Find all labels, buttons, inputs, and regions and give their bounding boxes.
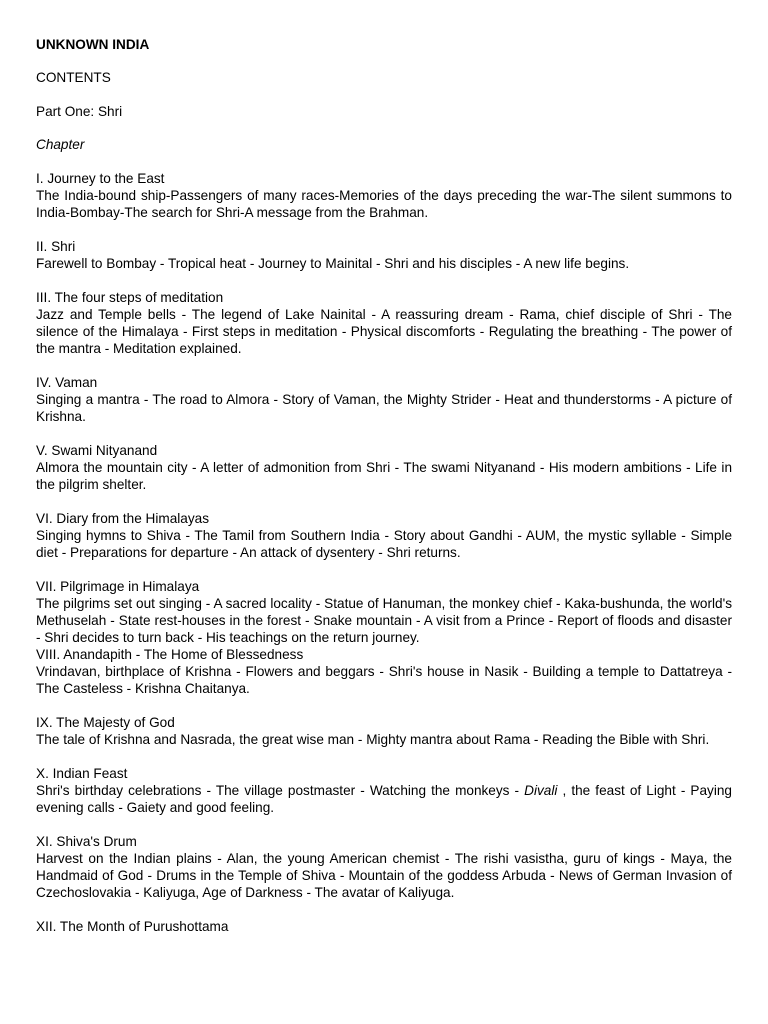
chapter-description — [36, 782, 732, 816]
chapter-description: Farewell to Bombay - Tropical heat - Journey to Mainital - Shri and his disciples - A new life begins. — [36, 256, 630, 271]
chapter-description: Almora the mountain city - A letter of admonition from Shri - The swami Nityanand - His modern ambitions - Life in the pilgrim shelter. — [36, 460, 732, 492]
chapter-title: III. The four steps of meditation — [36, 290, 224, 305]
chapter-description: The India-bound ship-Passengers of many races-Memories of the days preceding the war-The silent summons to India-Bombay-The search for Shri-A message from the Brahman. — [36, 188, 732, 220]
chapter-title: I. Journey to the East — [36, 171, 165, 186]
chapter-description: Harvest on the Indian plains - Alan, the young American chemist - The rishi vasistha, guru of kings - Maya, the Handmaid of God - Drums in the Temple of Shiva - Mountain of the goddess Arbuda - News of German Invasion of Czechoslovakia - Kaliyuga, Age of Darkness - The avatar of Kaliyuga. — [36, 851, 732, 900]
chapter-description: The pilgrims set out singing - A sacred locality - Statue of Hanuman, the monkey chief - Kaka-bushunda, the world's Methuselah - State rest-houses in the forest - Snake mountain - A visit from a Prince - Report of floods and disaster - Shri decides to turn back - His teachings on the return journey. — [36, 596, 732, 645]
chapter-description-part: Shri's birthday celebrations - The village postmaster - Watching the monkeys - — [36, 783, 525, 798]
chapter-description: Jazz and Temple bells - The legend of Lake Nainital - A reassuring dream - Rama, chief disciple of Shri - The silence of the Himalaya - First steps in meditation - Physical discomforts - Regulating the breathing - The power of the mantra - Meditation explained. — [36, 307, 732, 356]
chapter-title: X. Indian Feast — [36, 766, 128, 781]
document-title: UNKNOWN INDIA — [36, 37, 150, 52]
chapter-entry — [36, 646, 732, 697]
chapter-title: VI. Diary from the Himalayas — [36, 511, 209, 526]
chapter-entry — [36, 289, 732, 357]
chapter-title: IX. The Majesty of God — [36, 715, 175, 730]
chapter-entry — [36, 578, 732, 646]
chapter-description-italic: Divali — [524, 783, 558, 798]
chapter-entry — [36, 374, 732, 425]
chapter-description: Singing a mantra - The road to Almora - Story of Vaman, the Mighty Strider - Heat and thunderstorms - A picture of Krishna. — [36, 392, 732, 424]
chapter-entry — [36, 714, 732, 748]
chapter-title: IV. Vaman — [36, 375, 98, 390]
chapter-description: Vrindavan, birthplace of Krishna - Flowers and beggars - Shri's house in Nasik - Building a temple to Dattatreya - The Casteless - Krishna Chaitanya. — [36, 664, 732, 696]
chapter-label: Chapter — [36, 137, 85, 152]
chapter-entry — [36, 765, 732, 816]
chapter-entry — [36, 833, 732, 901]
chapter-title: VII. Pilgrimage in Himalaya — [36, 579, 200, 594]
chapter-entry — [36, 442, 732, 493]
chapter-description: The tale of Krishna and Nasrada, the great wise man - Mighty mantra about Rama - Reading the Bible with Shri. — [36, 732, 710, 747]
chapter-title: II. Shri — [36, 239, 76, 254]
chapter-description-part: , the feast of Light - Paying evening calls - Gaiety and good feeling. — [36, 783, 732, 815]
chapter-entry — [36, 238, 732, 272]
chapter-entry — [36, 510, 732, 561]
chapter-entry — [36, 918, 732, 935]
chapter-title: VIII. Anandapith - The Home of Blessedness — [36, 647, 304, 662]
chapter-title: XI. Shiva's Drum — [36, 834, 137, 849]
chapter-description: Singing hymns to Shiva - The Tamil from Southern India - Story about Gandhi - AUM, the mystic syllable - Simple diet - Preparations for departure - An attack of dysentery - Shri returns. — [36, 528, 732, 560]
chapter-entry — [36, 170, 732, 221]
chapter-title: V. Swami Nityanand — [36, 443, 158, 458]
chapter-title: XII. The Month of Purushottama — [36, 919, 229, 934]
contents-label: CONTENTS — [36, 70, 111, 85]
part-label: Part One: Shri — [36, 104, 123, 119]
